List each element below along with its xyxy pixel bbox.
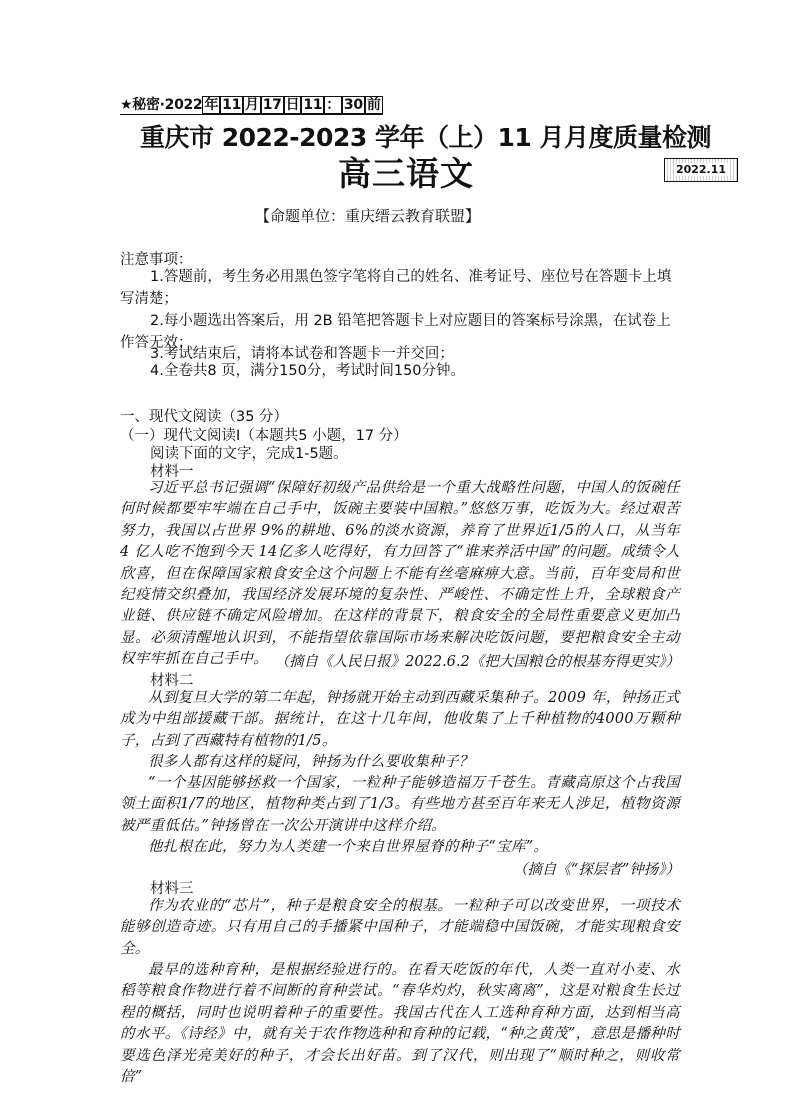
secret-cell: 月	[245, 97, 259, 113]
exam-title: 重庆市 2022-2023 学年（上）11 月月度质量检测	[140, 123, 711, 152]
material-paragraph: 很多人都有这样的疑问，钟扬为什么要收集种子？	[148, 754, 474, 770]
secret-line	[120, 96, 383, 115]
note-item: 1.答题前，考生务必用黑色签字笔将自己的姓名、准考证号、座位号在答题卡上填写清楚；	[120, 269, 672, 307]
material-label: 材料二	[150, 673, 194, 689]
material-paragraph: 从到复旦大学的第二年起，钟扬就开始主动到西藏采集种子。2009 年，钟扬正式成为中组部援藏干部。据统计，在这十几年间，他收集了上千种植物的4000万颗种子，占到了西藏特有植物的1/5。	[120, 690, 680, 749]
subsection-title: （一）现代文阅读Ⅰ（本题共5 小题，17 分）	[120, 428, 408, 444]
date-badge	[664, 158, 738, 182]
material-paragraph: 最早的选种育种，是根据经验进行的。在看天吃饭的年代，人类一直对小麦、水稻等粮食作物进行着不间断的育种尝试。“春华灼灼，秋实离离”，这是对粮食生长过程的概括，同时也说明着种子的重要性。我国古代在人工选种育种方面，达到相当高的水平。《诗经》中，就有关于农作物选种和育种的记载，“种之黄茂”，意思是播种时要选色泽光亮美好的种子，才会长出好苗。到了汉代，则出现了“顺时种之，则收常倍”	[120, 962, 680, 1086]
date-badge-text: 2022.11	[675, 163, 727, 176]
material-paragraph: 他扎根在此，努力为人类建一个来自世界屋脊的种子“宝库”。	[148, 839, 549, 855]
note-item: 3.考试结束后，请将本试卷和答题卡一并交回；	[150, 346, 454, 362]
secret-cell: 17	[262, 97, 282, 113]
secret-cell: 日	[285, 97, 300, 113]
section-title: 一、现代文阅读（35 分）	[120, 409, 289, 425]
material-text: 习近平总书记强调“保障好初级产品供给是一个重大战略性问题，中国人的饭碗任何时候都要牢牢端在自己手中，饭碗主要装中国粮。”悠悠万事，吃饭为大。经过艰苦努力，我国以占世界 9%的耕地、6%的淡水资源，养育了世界近1/5的人口，从当年 4 亿人吃不饱到今天 14亿多人吃得好，有力回答了“谁来养活中国”的问题。成绩令人欣喜，但在保障国家粮食安全这个问题上不能有丝毫麻痹大意。当前，百年变局和世纪疫情交织叠加，我国经济发展环境的复杂性、严峻性、不确定性上升，全球粮食产业链、供应链不确定风险增加。在这样的背景下，粮食安全的全局性重要意义更加凸显。必须清醒地认识到，不能指望依靠国际市场来解决吃饭问题，要把粮食安全主动权牢牢抓在自己手中。	[120, 480, 680, 668]
secret-cell: 11	[303, 97, 323, 113]
secret-cell: 11	[222, 97, 242, 113]
material-paragraph: 作为农业的“芯片”，种子是粮食安全的根基。一粒种子可以改变世界，一项技术能够创造奇迹。只有用自己的手播紧中国种子，才能端稳中国饭碗，才能实现粮食安全。	[120, 898, 680, 957]
citation: （摘自《“探层者”钟扬》）	[512, 862, 680, 878]
material-label: 材料三	[150, 881, 194, 897]
note-item: 4.全卷共8 页，满分150分，考试时间150分钟。	[150, 363, 466, 379]
instruction: 阅读下面的文字，完成1-5题。	[150, 446, 348, 462]
secret-cell: 前	[366, 97, 381, 113]
secret-cell: ：	[326, 97, 340, 113]
secret-prefix: ★秘密·2022	[120, 97, 203, 113]
subject-title: 高三语文	[338, 154, 474, 193]
material-paragraph: “一个基因能够拯救一个国家，一粒种子能够造福万千苍生。青藏高原这个占我国领土面积1/7的地区，植物种类占到了1/3。有些地方甚至百年来无人涉足，植物资源被严重低估。”钟扬曾在一次公开演讲中这样介绍。	[120, 775, 680, 834]
secret-cell: 年	[204, 97, 219, 113]
note-item: 2.每小题选出答案后，用 2B 铅笔把答题卡上对应题目的答案标号涂黑，在试卷上作答无效；	[120, 313, 671, 351]
secret-cell: 30	[343, 97, 363, 113]
issuing-unit: 【命题单位：重庆缙云教育联盟】	[255, 207, 481, 225]
citation: （摘自《人民日报》2022.6.2《把大国粮仓的根基夯得更实》）	[274, 654, 680, 670]
notes-heading: 注意事项：	[120, 252, 193, 268]
material-label: 材料一	[150, 464, 194, 480]
